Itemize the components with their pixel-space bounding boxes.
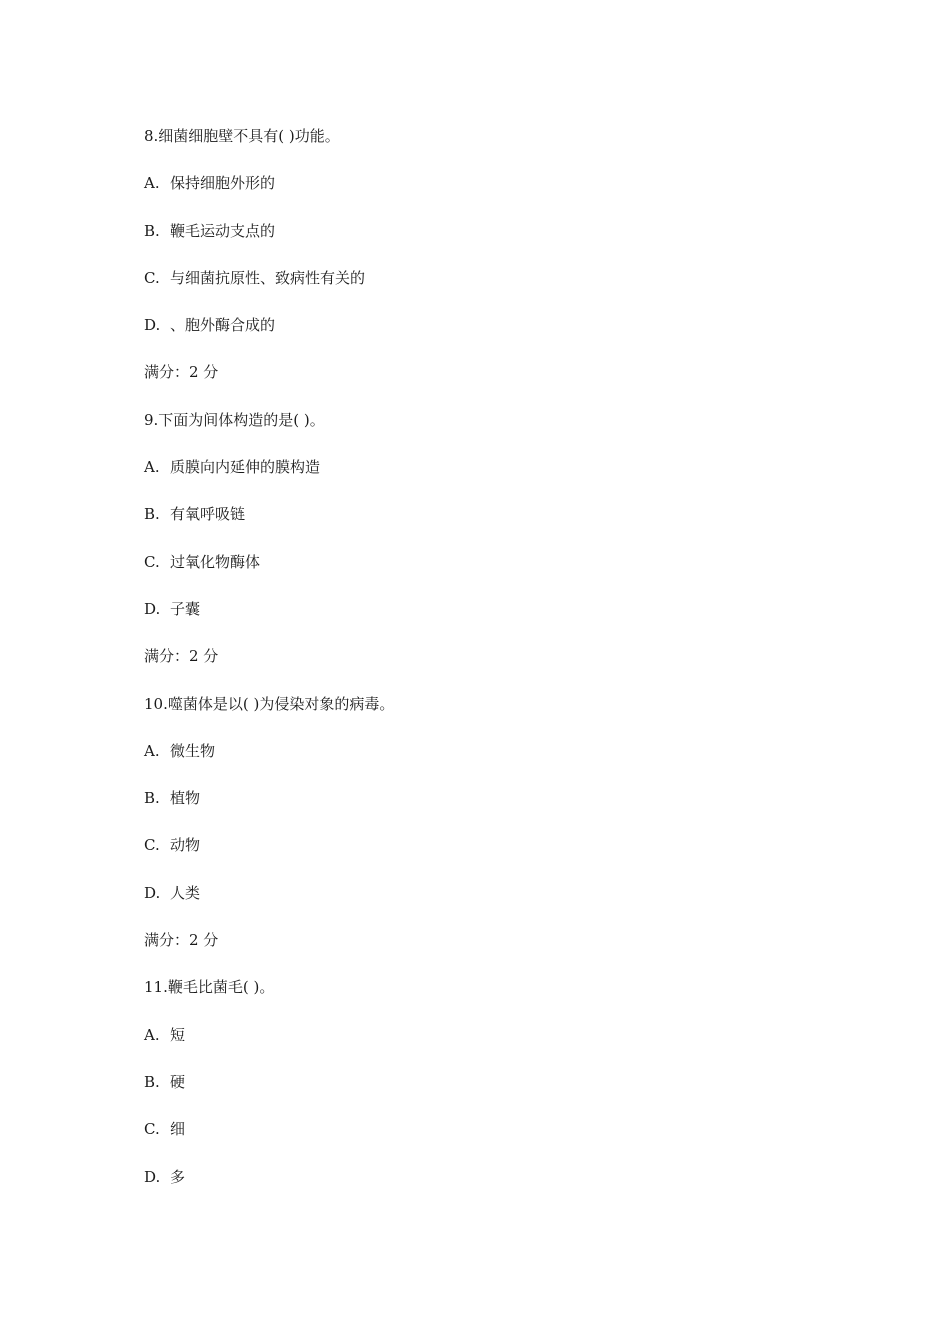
option-text: 子囊 xyxy=(170,599,201,618)
question-11-option-a xyxy=(144,1023,844,1070)
question-8-option-c xyxy=(144,266,844,313)
option-text: 鞭毛运动支点的 xyxy=(170,221,276,240)
option-text: 多 xyxy=(170,1167,186,1186)
question-11-option-c xyxy=(144,1117,844,1164)
document-page xyxy=(144,124,844,1212)
question-10-option-c xyxy=(144,833,844,880)
question-9-option-c xyxy=(144,550,844,597)
question-9-score: 满分：2 分 xyxy=(144,647,219,666)
option-letter: A. xyxy=(144,458,160,477)
option-text: 质膜向内延伸的膜构造 xyxy=(170,458,321,477)
option-letter: C. xyxy=(144,268,160,287)
question-8-score: 满分：2 分 xyxy=(144,363,219,382)
option-text: 与细菌抗原性、致病性有关的 xyxy=(170,268,366,287)
option-letter: D. xyxy=(144,883,161,902)
question-8-text: 8.细菌细胞壁不具有( )功能。 xyxy=(144,127,340,145)
option-letter: B. xyxy=(144,221,160,240)
option-text: 保持细胞外形的 xyxy=(170,174,276,193)
option-letter: A. xyxy=(144,1025,160,1044)
question-9-option-d xyxy=(144,597,844,644)
option-text: 人类 xyxy=(170,883,201,902)
option-letter: D. xyxy=(144,599,161,618)
option-letter: B. xyxy=(144,789,160,808)
question-10-text: 10.噬菌体是以( )为侵染对象的病毒。 xyxy=(144,694,395,713)
question-9-option-a xyxy=(144,455,844,502)
option-text: 微生物 xyxy=(170,741,216,760)
question-10-option-b xyxy=(144,786,844,833)
question-8-option-b xyxy=(144,219,844,266)
question-11-option-b xyxy=(144,1070,844,1117)
option-text: 过氧化物酶体 xyxy=(170,552,261,571)
option-text: 动物 xyxy=(170,836,201,855)
option-letter: B. xyxy=(144,505,160,524)
question-10-option-a xyxy=(144,739,844,786)
question-11-option-d xyxy=(144,1165,844,1212)
question-8-option-d xyxy=(144,313,844,360)
option-letter: C. xyxy=(144,552,160,571)
question-11-text: 11.鞭毛比菌毛( )。 xyxy=(144,978,275,997)
option-letter: A. xyxy=(144,741,160,760)
option-letter: B. xyxy=(144,1072,160,1091)
option-text: 有氧呼吸链 xyxy=(170,505,246,524)
question-10-score: 满分：2 分 xyxy=(144,931,219,950)
question-9-option-b xyxy=(144,502,844,549)
option-letter: C. xyxy=(144,836,160,855)
option-letter: C. xyxy=(144,1120,160,1139)
option-letter: A. xyxy=(144,174,160,193)
option-text: 短 xyxy=(170,1025,186,1044)
question-9-text: 9.下面为间体构造的是( )。 xyxy=(144,410,325,429)
option-letter: D. xyxy=(144,316,161,335)
question-10-option-d xyxy=(144,881,844,928)
option-text: 硬 xyxy=(170,1072,186,1091)
option-text: 植物 xyxy=(170,789,201,808)
question-8-option-a xyxy=(144,171,844,218)
option-text: 、胞外酶合成的 xyxy=(170,316,276,335)
option-letter: D. xyxy=(144,1167,161,1186)
option-text: 细 xyxy=(170,1120,186,1139)
